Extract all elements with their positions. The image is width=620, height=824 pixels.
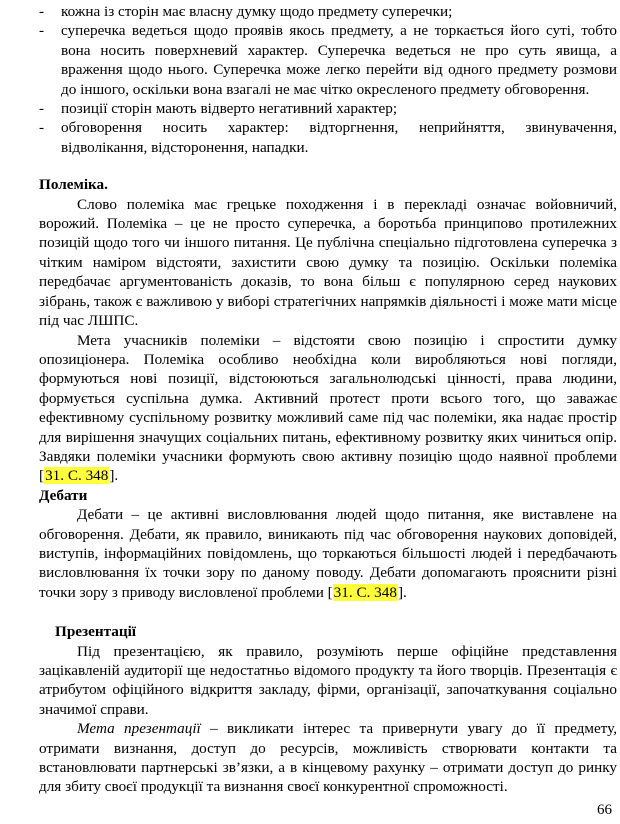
presentations-paragraph-2: Мета презентації – викликати інтерес та привернути увагу до її предмету, отримати визнання, доступ до ресурсів, можливість створювати контакти та встановлювати партнерські зв’язки, а в кінцевому рахунку – отримати доступ до ринку для збиту своєї продукції та визнання своєї конкурентної спроможності. xyxy=(39,720,617,796)
spacer xyxy=(39,602,617,622)
dash-marker: - xyxy=(39,22,45,40)
emphasis-term: Мета презентації xyxy=(77,720,201,738)
polemic-heading: Полеміка. xyxy=(39,176,108,194)
list-item: - кожна із сторін має власну думку щодо предмету суперечки; xyxy=(39,3,453,20)
spacer xyxy=(39,157,617,175)
page-content xyxy=(39,2,617,797)
polemic-paragraph-2: Мета учасників полеміки – відстояти свою позицію і спростити думку опозиціонера. Полеміка особливо необхідна коли виробляються нові погляди, формуються нові позиції, відстоюються загальнолюдські цінності, права людини, формується суспільна думка. Активний протест проти всього того, що заважає ефективному суспільному розвитку можливий саме під час полеміки, яка надає простір для вирішення значущих соціальних питань, ефективному розвитку яких чиниться опір. Завдяки полеміки учасники формують свою активну позицію щодо наявної проблеми [31. С. 348]. xyxy=(39,331,617,485)
dash-marker: - xyxy=(39,100,45,118)
citation-highlight: 31. С. 348 xyxy=(333,583,397,601)
citation-highlight: 31. С. 348 xyxy=(45,467,109,485)
dash-marker: - xyxy=(39,3,45,20)
presentations-paragraph-1: Під презентацією, як правило, розуміють перше офіційне представлення зацікавленій аудиторії ще недостатньо відомого продукту та його творців. Презентація є атрибутом офіційного відкриття закладу, фірми, організації, започаткування соціально значимої справи. xyxy=(39,642,617,718)
characteristics-list xyxy=(39,2,617,157)
debate-heading: Дебати xyxy=(39,486,88,504)
dash-marker: - xyxy=(39,119,45,137)
presentations-heading: Презентації xyxy=(55,623,137,641)
list-item: - суперечка ведеться щодо проявів якось предмету, а не торкається його суті, тобто вона носить поверхневий характер. Суперечка ведеться не про суть явища, а враження щодо нього. Суперечка може легко перейти від одного предмету розмови до іншого, оскільки вона взагалі не має чітко окресленого предмету обговорення. xyxy=(39,22,617,98)
list-item: - обговорення носить характер: відторгнення, неприйняття, звинувачення, відволікання, відсторонення, нападки. xyxy=(39,119,617,156)
list-item: - позиції сторін мають відверто негативний характер; xyxy=(39,100,398,118)
page-number: 66 xyxy=(597,802,612,818)
polemic-paragraph-1: Слово полеміка має грецьке походження і в перекладі означає войовничий, ворожий. Полеміка – це не просто суперечка, а боротьба принципово протилежних позицій щодо того чи іншого питання. Це публічна спеціально підготовлена суперечка з чітким наміром відстояти, захистити свою думку та позицію. Оскільки полеміка передбачає аргументованість доказів, то вона більш є популярною серед наукових зібрань, також є важливою у виборі стратегічних напрямків діяльності і може мати місце під час ЛШПС. xyxy=(39,195,617,330)
debate-paragraph: Дебати – це активні висловлювання людей щодо питання, яке виставлене на обговорення. Дебати, як правило, виникають під час обговорення наукових доповідей, виступів, інформаційних повідомлень, що торкаються більшості людей і передбачають висловлювання їх точки зору по даному поводу. Дебати допомагають прояснити різні точки зору з приводу висловленої проблеми [31. С. 348]. xyxy=(39,506,617,601)
